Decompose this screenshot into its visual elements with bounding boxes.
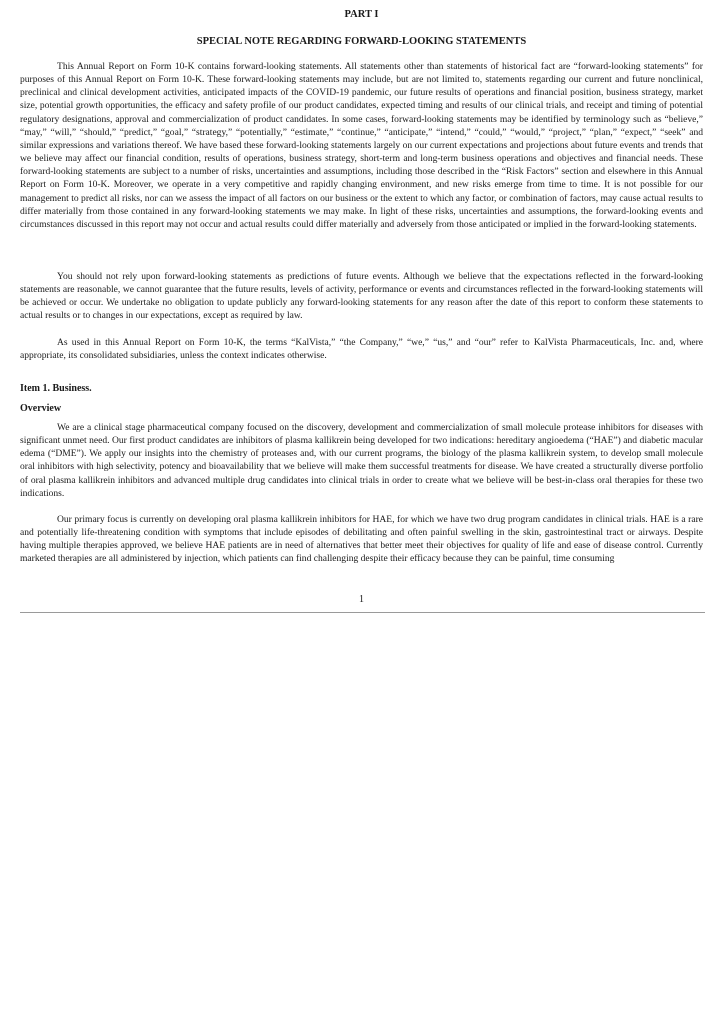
forward-looking-paragraph-2: You should not rely upon forward-looking statements as predictions of future events. Although we believe that the expectations reflected in the forward-looking statements are reasonable, we cannot guarantee that the future results, levels of activity, performance or events and circumstances reflected in the forward-looking statements will be achieved or occur. We undertake no obligation to update publicly any forward-looking statements for any reason after the date of this report to conform these statements to actual results or to changes in our expectations, except as required by law. xyxy=(20,271,703,322)
item-heading: Item 1. Business. xyxy=(20,383,92,394)
overview-heading: Overview xyxy=(20,403,62,414)
page-divider xyxy=(20,612,705,613)
overview-paragraph-2: Our primary focus is currently on developing oral plasma kallikrein inhibitors for HAE, for which we have two drug program candidates in clinical trials. HAE is a rare and potentially life-threatening condition with symptoms that include episodes of debilitating and often painful swelling in the skin, gastrointestinal tract or airways. Despite having multiple therapies approved, we believe HAE patients are in need of alternatives that better meet their objectives for quality of life and ease of disease control. Currently marketed therapies are all administered by injection, which patients can find challenging despite their efficacy because they can be painful, time consuming xyxy=(20,514,703,565)
forward-looking-paragraph-3: As used in this Annual Report on Form 10-K, the terms “KalVista,” “the Company,” “we,” “us,” and “our” refer to KalVista Pharmaceuticals, Inc. and, where appropriate, its consolidated subsidiaries, unless the context indicates otherwise. xyxy=(20,337,703,362)
forward-looking-paragraph-1: This Annual Report on Form 10-K contains forward-looking statements. All statements other than statements of historical fact are “forward-looking statements” for purposes of this Annual Report on Form 10-K. These forward-looking statements may include, but are not limited to, statements regarding our current and future nonclinical, preclinical and clinical development activities, anticipated impacts of the COVID-19 pandemic, our future results of operations and financial position, business strategy, market size, potential growth opportunities, the efficacy and safety profile of our product candidates, expected timing and results of our clinical trials, and receipt and timing of potential regulatory designations, approval and commercialization of product candidates. In some cases, forward-looking statements may be identified by terminology such as “believe,” “may,” “will,” “should,” “predict,” “goal,” “strategy,” “potentially,” “estimate,” “continue,” “anticipate,” “intend,” “could,” “would,” “project,” “plan,” “expect,” “seek” and similar expressions and variations thereof. We have based these forward-looking statements largely on our current expectations and projections about future events and trends that we believe may affect our financial condition, results of operations, business strategy, short-term and long-term business operations and objectives and financial needs. These forward-looking statements are subject to a number of risks, uncertainties and assumptions, including those described in the “Risk Factors” section and elsewhere in this Annual Report on Form 10-K. Moreover, we operate in a very competitive and rapidly changing environment, and new risks emerge from time to time. It is not possible for our management to predict all risks, nor can we assess the impact of all factors on our business or the extent to which any factor, or combination of factors, may cause actual results to differ materially from those contained in any forward-looking statements we may make. In light of these risks, uncertainties and assumptions, the forward-looking events and circumstances discussed in this report may not occur and actual results could differ materially and adversely from those anticipated or implied in the forward-looking statements. xyxy=(20,61,703,230)
section-title: SPECIAL NOTE REGARDING FORWARD-LOOKING STATEMENTS xyxy=(196,36,527,47)
page-number: 1 xyxy=(359,594,364,605)
part-title: PART I xyxy=(344,9,379,20)
overview-paragraph-1: We are a clinical stage pharmaceutical company focused on the discovery, development and commercialization of small molecule protease inhibitors for diseases with significant unmet need. Our first product candidates are inhibitors of plasma kallikrein being developed for two indications: hereditary angioedema (“HAE”) and diabetic macular edema (“DME”). We apply our insights into the chemistry of proteases and, with our current programs, the biology of the plasma kallikrein system, to develop small molecule oral inhibitors with high selectivity, potency and bioavailability that we believe will make them successful treatments for disease. We have created a structurally diverse portfolio of oral plasma kallikrein inhibitors and advanced multiple drug candidates into clinical trials in order to create what we believe will be best-in-class oral therapies for these two indications. xyxy=(20,422,703,499)
